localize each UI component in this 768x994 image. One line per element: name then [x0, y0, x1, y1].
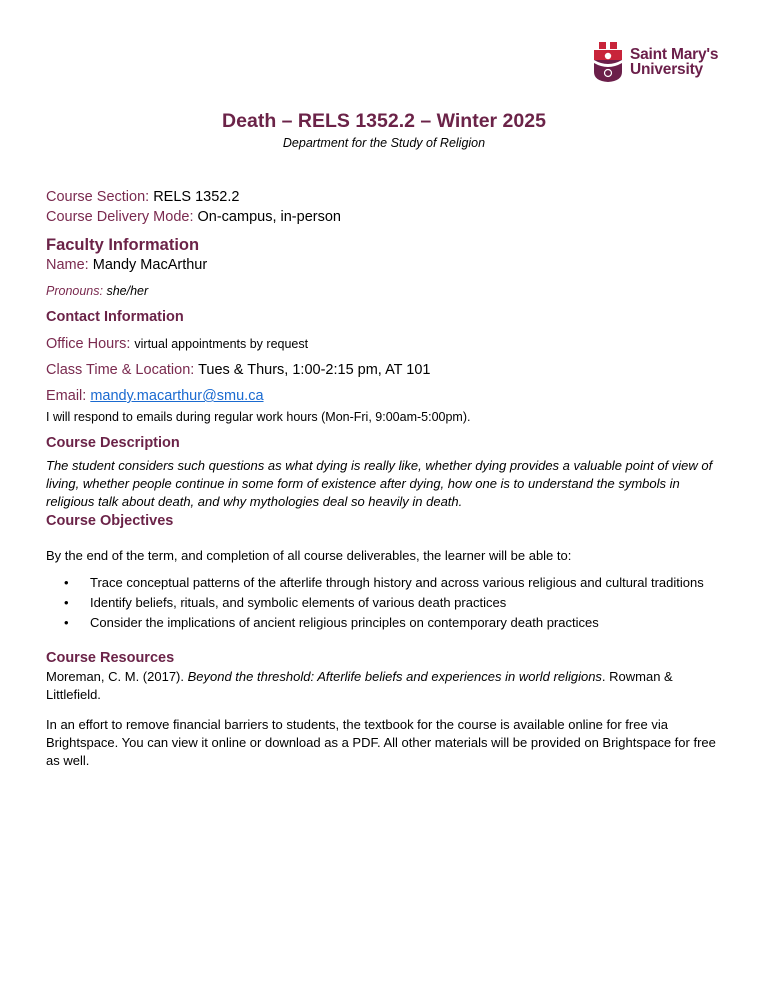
faculty-information-heading: Faculty Information	[46, 236, 200, 254]
contact-information-heading: Contact Information	[46, 309, 184, 325]
course-objectives-heading: Course Objectives	[46, 513, 174, 529]
citation-suffix: . Rowman & Littlefield.	[46, 669, 673, 702]
university-name-line1: Saint Mary's	[630, 46, 719, 63]
university-logo	[593, 42, 718, 82]
resources-note: In an effort to remove financial barriers to students, the textbook for the course is available online for free via Brightspace. You can view it online or download as a PDF. All other materials will be provided on Brightspace for free as well.	[46, 717, 716, 768]
citation-prefix: Moreman, C. M. (2017).	[46, 669, 188, 684]
objectives-list	[46, 574, 726, 632]
pronouns-value: she/her	[106, 284, 149, 298]
course-description-text: The student considers such questions as what dying is really like, whether dying provides a valuable point of view of living, whether people continue in some form of existence after dying, how one is to understand the symbols in religious talk about death, and why mythologies deal so heavily in death.	[46, 458, 713, 509]
syllabus-content	[46, 187, 726, 770]
textbook-citation	[46, 668, 726, 704]
department-subtitle: Department for the Study of Religion	[282, 136, 486, 150]
class-time-location	[46, 360, 726, 380]
course-section-label: Course Section:	[46, 189, 150, 205]
university-name	[630, 47, 718, 77]
email-response-note: I will respond to emails during regular work hours (Mon-Fri, 9:00am-5:00pm).	[46, 410, 471, 424]
course-resources-heading: Course Resources	[46, 650, 175, 666]
course-description-heading: Course Description	[46, 435, 180, 451]
email-label: Email:	[46, 388, 87, 404]
office-hours-label: Office Hours:	[46, 336, 131, 352]
course-delivery-mode	[46, 207, 726, 227]
university-name-line2: University	[630, 61, 703, 78]
course-section-value: RELS 1352.2	[153, 189, 240, 205]
university-crest-icon	[593, 42, 623, 82]
objective-item: • Consider the implications of ancient religious principles on contemporary death practices	[46, 614, 726, 632]
course-section	[46, 187, 726, 207]
email-link[interactable]: mandy.macarthur@smu.ca	[90, 388, 264, 404]
faculty-name-label: Name:	[46, 257, 89, 273]
objective-item: • Identify beliefs, rituals, and symbolic elements of various death practices	[46, 594, 726, 612]
delivery-mode-label: Course Delivery Mode:	[46, 209, 194, 225]
pronouns-label: Pronouns:	[46, 284, 103, 298]
document-title: Death – RELS 1352.2 – Winter 2025	[222, 110, 546, 132]
citation-title: Beyond the threshold: Afterlife beliefs and experiences in world religions	[187, 669, 602, 684]
class-time-label: Class Time & Location:	[46, 362, 195, 378]
class-time-value: Tues & Thurs, 1:00-2:15 pm, AT 101	[198, 362, 431, 378]
objective-item: • Trace conceptual patterns of the afterlife through history and across various religious and cultural traditions	[46, 574, 726, 592]
office-hours	[46, 334, 726, 354]
email	[46, 386, 726, 406]
objectives-intro: By the end of the term, and completion of all course deliverables, the learner will be able to:	[46, 548, 572, 563]
faculty-name-value: Mandy MacArthur	[92, 257, 208, 273]
faculty-name	[46, 255, 726, 275]
delivery-mode-value: On-campus, in-person	[197, 209, 341, 225]
office-hours-value: virtual appointments by request	[134, 337, 309, 351]
pronouns	[46, 283, 726, 299]
